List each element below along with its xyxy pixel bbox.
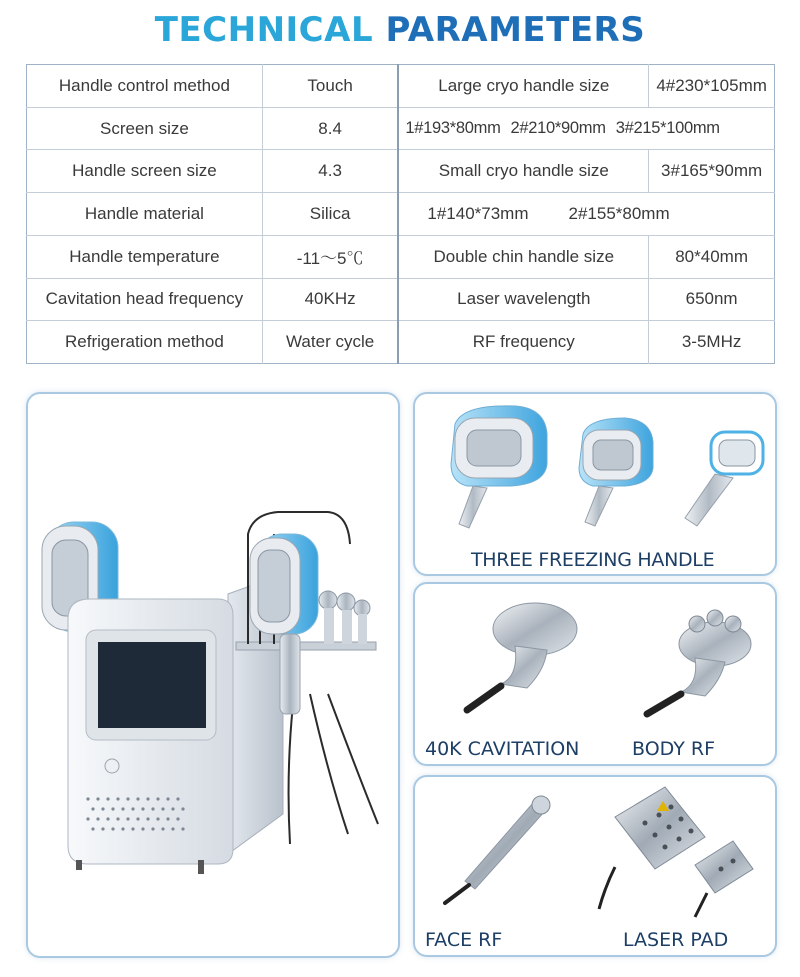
large-cryo-handle-icon <box>451 406 547 528</box>
caption-40k-cavitation: 40K CAVITATION <box>425 738 580 760</box>
spec-label: Handle material <box>84 203 204 223</box>
machine-illustration <box>28 394 398 956</box>
power-button-icon <box>105 759 119 773</box>
body-rf-head-icon <box>647 610 751 714</box>
small-cryo-handle-icon <box>579 418 653 526</box>
spec-label: Handle temperature <box>69 246 220 266</box>
spec-value: 80*40mm <box>649 235 775 278</box>
page-title <box>0 10 800 50</box>
title-part-1: TECHNICAL <box>154 10 374 50</box>
cavitation-head-icon <box>467 603 577 710</box>
spec-value: 3-5MHz <box>649 321 775 364</box>
caption-body-rf: BODY RF <box>632 738 716 760</box>
spec-value: -11～5℃ <box>262 235 398 278</box>
face-rf-laser-illustration <box>415 777 775 927</box>
probe-heads <box>319 591 370 644</box>
spec-label: Large cryo handle size <box>398 65 648 108</box>
spec-value: 8.4 <box>262 107 398 150</box>
spec-value: 3#165*90mm <box>649 150 775 193</box>
double-chin-handle-icon <box>685 432 763 526</box>
machine-screen <box>98 642 206 728</box>
spec-value: 4.3 <box>262 150 398 193</box>
title-part-2: PARAMETERS <box>385 10 646 50</box>
table-row <box>27 235 775 278</box>
freezing-handle-panel <box>413 392 777 576</box>
machine-panel <box>26 392 400 958</box>
cavitation-body-rf-panel <box>413 582 777 766</box>
spec-value: Water cycle <box>262 321 398 364</box>
table-row <box>27 107 775 150</box>
table-row <box>27 150 775 193</box>
spec-size: 3#215*100mm <box>615 119 720 138</box>
spec-size: 2#155*80mm <box>568 203 670 223</box>
spec-value: 4#230*105mm <box>649 65 775 108</box>
spec-size: 1#140*73mm <box>427 203 529 223</box>
caption-three-freezing-handle: THREE FREEZING HANDLE <box>471 549 715 571</box>
spec-label: Screen size <box>100 118 189 138</box>
spec-value: 650nm <box>649 278 775 321</box>
spec-table <box>26 64 775 364</box>
table-row <box>27 278 775 321</box>
table-row <box>27 193 775 236</box>
face-rf-probe-icon <box>445 796 550 903</box>
caption-laser-pad: LASER PAD <box>623 929 729 951</box>
table-row <box>27 321 775 364</box>
spec-value: 40KHz <box>262 278 398 321</box>
face-rf-laser-pad-panel <box>413 775 777 957</box>
freezing-handles-illustration <box>415 394 775 544</box>
spec-label: Handle screen size <box>72 161 217 181</box>
spec-label: RF frequency <box>398 321 648 364</box>
spec-label: Refrigeration method <box>65 332 224 352</box>
spec-value: Silica <box>262 193 398 236</box>
caption-face-rf: FACE RF <box>425 929 503 951</box>
cavitation-illustration <box>415 584 775 734</box>
spec-size-list <box>398 107 774 150</box>
table-row <box>27 65 775 108</box>
spec-size-list <box>398 193 774 236</box>
spec-size: 2#210*90mm <box>510 119 606 138</box>
spec-size: 1#193*80mm <box>405 119 501 138</box>
laser-pad-icon <box>599 787 753 917</box>
spec-label: Double chin handle size <box>398 235 648 278</box>
spec-value: Touch <box>262 65 398 108</box>
spec-label: Laser wavelength <box>398 278 648 321</box>
spec-label: Handle control method <box>58 75 230 95</box>
spec-label: Cavitation head frequency <box>45 289 244 309</box>
spec-label: Small cryo handle size <box>398 150 648 193</box>
